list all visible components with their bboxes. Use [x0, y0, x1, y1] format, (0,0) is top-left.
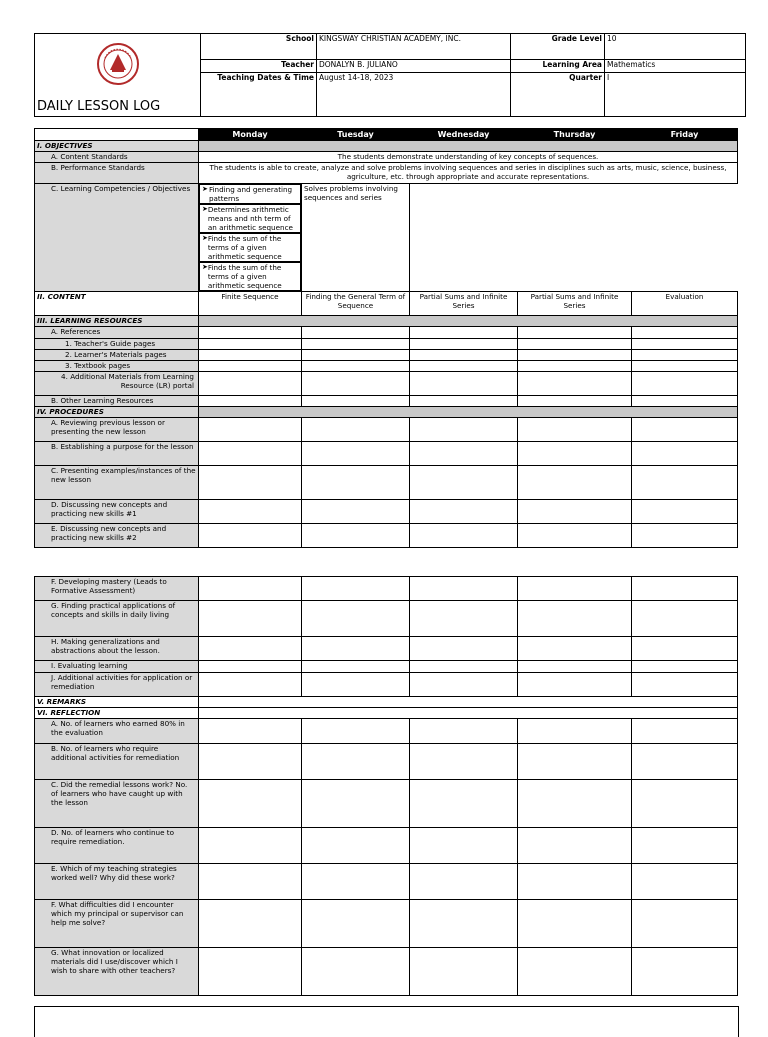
- dates-label: Teaching Dates & Time: [201, 73, 317, 117]
- arrowhead-bullet-icon: ➤: [202, 185, 208, 193]
- logo-cell: [35, 34, 201, 117]
- corner-cell: [35, 129, 199, 141]
- day-thursday: Thursday: [518, 129, 632, 141]
- section-fill: [199, 407, 738, 418]
- additional-materials-label: 4. Additional Materials from Learning Resource (LR) portal: [35, 372, 199, 396]
- lesson-table-part-1: [34, 128, 738, 548]
- lesson-table-part-2: [34, 576, 738, 996]
- reflection-g-label: G. What innovation or localized materials did I use/discover which I wish to share with other teachers?: [35, 948, 199, 996]
- content-tuesday: Finding the General Term of Sequence: [302, 292, 410, 316]
- quarter-label: Quarter: [511, 73, 605, 117]
- school-seal-icon: [95, 42, 141, 86]
- competency-text: Finding and generating patterns: [208, 185, 293, 203]
- reflection-value: [199, 708, 738, 719]
- procedure-c-label: C. Presenting examples/instances of the new lesson: [35, 466, 199, 500]
- arrowhead-bullet-icon: ➤: [202, 263, 208, 271]
- grade-value: 10: [605, 34, 746, 60]
- procedure-e-label: E. Discussing new concepts and practicing new skills #2: [35, 524, 199, 548]
- content-wednesday: Partial Sums and Infinite Series: [410, 292, 518, 316]
- section-fill: [199, 316, 738, 327]
- reflection-a-label: A. No. of learners who earned 80% in the evaluation: [35, 719, 199, 744]
- performance-standards-label: B. Performance Standards: [35, 163, 199, 184]
- competency-text: Determines arithmetic means and nth term of an arithmetic sequence: [207, 205, 293, 232]
- procedure-d-label: D. Discussing new concepts and practicing new skills #1: [35, 500, 199, 524]
- procedure-f-label: F. Developing mastery (Leads to Formative Assessment): [35, 577, 199, 601]
- reflection-c-label: C. Did the remedial lessons work? No. of learners who have caught up with the lesson: [35, 780, 199, 828]
- remarks-heading: V. REMARKS: [35, 697, 199, 708]
- competency-tuesday: [199, 204, 301, 233]
- procedure-b-label: B. Establishing a purpose for the lesson: [35, 442, 199, 466]
- textbook-label: 3. Textbook pages: [35, 361, 199, 372]
- content-standards-value: The students demonstrate understanding of key concepts of sequences.: [199, 152, 738, 163]
- day-wednesday: Wednesday: [410, 129, 518, 141]
- header-table: [34, 33, 746, 117]
- content-standards-label: A. Content Standards: [35, 152, 199, 163]
- reflection-d-label: D. No. of learners who continue to require remediation.: [35, 828, 199, 864]
- day-tuesday: Tuesday: [302, 129, 410, 141]
- remarks-value: [199, 697, 738, 708]
- page-title: DAILY LESSON LOG: [37, 99, 161, 114]
- teacher-value: DONALYN B. JULIANO: [317, 60, 511, 73]
- section-fill: [199, 141, 738, 152]
- content-monday: Finite Sequence: [199, 292, 302, 316]
- content-thursday: Partial Sums and Infinite Series: [518, 292, 632, 316]
- school-value: KINGSWAY CHRISTIAN ACADEMY, INC.: [317, 34, 511, 60]
- reflection-e-label: E. Which of my teaching strategies worked well? Why did these work?: [35, 864, 199, 900]
- arrowhead-bullet-icon: ➤: [202, 205, 208, 213]
- competency-text: Finds the sum of the terms of a given arithmetic sequence: [207, 234, 282, 261]
- day-monday: Monday: [199, 129, 302, 141]
- day-friday: Friday: [632, 129, 738, 141]
- resources-heading: III. LEARNING RESOURCES: [35, 316, 199, 327]
- reflection-heading: VI. REFLECTION: [35, 708, 199, 719]
- procedure-g-label: G. Finding practical applications of concepts and skills in daily living: [35, 601, 199, 637]
- area-value: Mathematics: [605, 60, 746, 73]
- competency-thursday: [199, 262, 301, 291]
- procedure-j-label: J. Additional activities for application or remediation: [35, 673, 199, 697]
- objectives-heading: I. OBJECTIVES: [35, 141, 199, 152]
- reflection-b-label: B. No. of learners who require additional activities for remediation: [35, 744, 199, 780]
- competencies-label: C. Learning Competencies / Objectives: [35, 184, 199, 292]
- area-label: Learning Area: [511, 60, 605, 73]
- school-label: School: [201, 34, 317, 60]
- performance-standards-value: The students is able to create, analyze and solve problems involving sequences and series in disciplines such as arts, music, science, business, agriculture, etc. through appropriate and accurate representations.: [199, 163, 738, 184]
- dates-value: August 14-18, 2023: [317, 73, 511, 117]
- competency-friday: Solves problems involving sequences and series: [302, 184, 410, 292]
- competency-wednesday: [199, 233, 301, 262]
- references-label: A. References: [35, 327, 199, 339]
- grade-label: Grade Level: [511, 34, 605, 60]
- learners-materials-label: 2. Learner's Materials pages: [35, 350, 199, 361]
- teachers-guide-label: 1. Teacher's Guide pages: [35, 339, 199, 350]
- procedure-h-label: H. Making generalizations and abstractions about the lesson.: [35, 637, 199, 661]
- other-resources-label: B. Other Learning Resources: [35, 396, 199, 407]
- procedures-heading: IV. PROCEDURES: [35, 407, 199, 418]
- arrowhead-bullet-icon: ➤: [202, 234, 208, 242]
- procedure-i-label: I. Evaluating learning: [35, 661, 199, 673]
- procedure-a-label: A. Reviewing previous lesson or presenting the new lesson: [35, 418, 199, 442]
- reflection-f-label: F. What difficulties did I encounter which my principal or supervisor can help me solve?: [35, 900, 199, 948]
- teacher-label: Teacher: [201, 60, 317, 73]
- competency-monday: [199, 184, 301, 204]
- content-heading: II. CONTENT: [35, 292, 199, 316]
- quarter-value: I: [605, 73, 746, 117]
- signature-box: [34, 1006, 739, 1037]
- content-friday: Evaluation: [632, 292, 738, 316]
- competency-text: Finds the sum of the terms of a given arithmetic sequence: [207, 263, 282, 290]
- days-header-row: [35, 129, 738, 141]
